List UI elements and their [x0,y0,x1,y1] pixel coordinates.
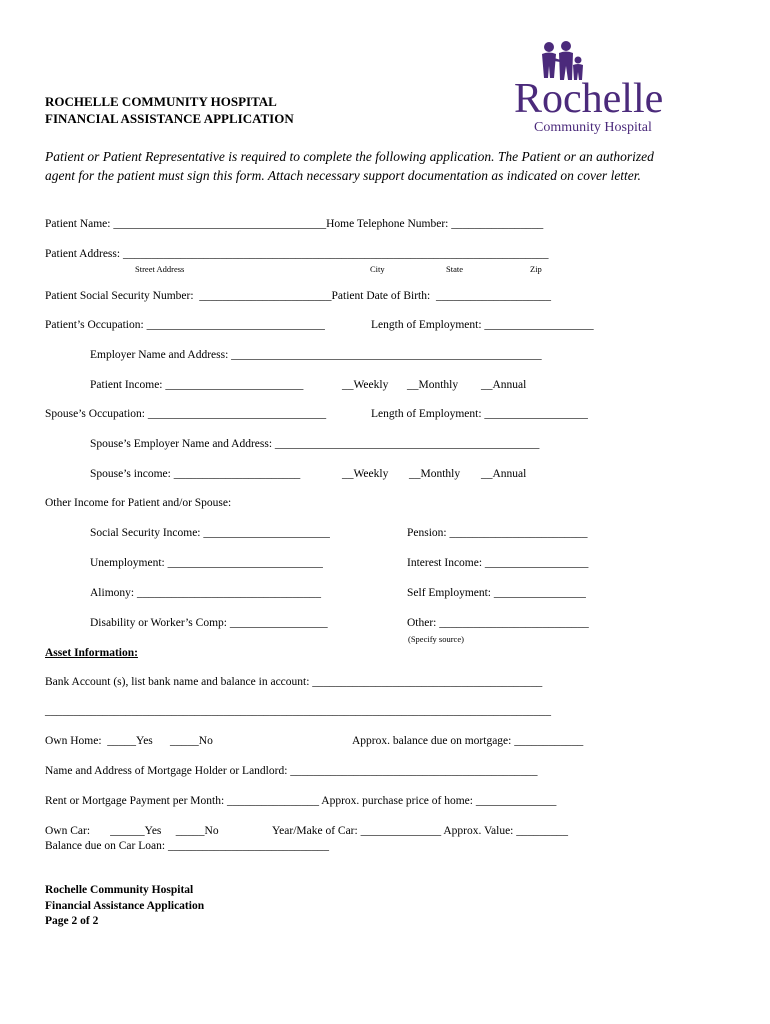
patient-income-weekly[interactable]: __Weekly [342,379,389,391]
self-employment-field[interactable]: Self Employment: ________________ [407,587,586,599]
occupation-field[interactable]: Patient’s Occupation: _______________________________ [45,319,325,331]
footer-line1: Rochelle Community Hospital [45,884,194,896]
car-make-value-field[interactable]: Year/Make of Car: ______________ Approx. Value: _________ [272,825,568,837]
social-security-income-field[interactable]: Social Security Income: ______________________ [90,527,330,539]
patient-income-monthly[interactable]: __Monthly [407,379,459,391]
logo-name: Rochelle [514,76,664,122]
specify-source-label: (Specify source) [408,634,464,644]
spouse-employment-length-field[interactable]: Length of Employment: __________________ [371,408,588,420]
footer-line2: Financial Assistance Application [45,900,205,912]
asset-information-heading: Asset Information: [45,647,138,659]
unemployment-field[interactable]: Unemployment: ___________________________ [90,557,323,569]
alimony-field[interactable]: Alimony: ________________________________ [90,587,321,599]
mortgage-balance-field[interactable]: Approx. balance due on mortgage: ____________ [352,735,584,747]
city-label: City [370,264,385,274]
patient-income-annual[interactable]: __Annual [481,379,527,391]
intro-instructions: Patient or Patient Representative is required to complete the following application. The Patient or an authorized agent for the patient must sign this form. Attach necessary support documentation as indicated on cover letter. [45,149,654,183]
pension-field[interactable]: Pension: ________________________ [407,527,588,539]
patient-income-field[interactable]: Patient Income: ________________________ [90,379,304,391]
zip-label: Zip [530,264,542,274]
spouse-employer-field[interactable]: Spouse’s Employer Name and Address: ______________________________________________ [90,438,540,450]
form-title-line1: ROCHELLE COMMUNITY HOSPITAL [45,94,277,109]
hospital-logo [514,38,674,138]
family-figures-icon [542,41,583,80]
rent-payment-field[interactable]: Rent or Mortgage Payment per Month: ________________ Approx. purchase price of home: ______________ [45,795,557,807]
footer-page-number: Page 2 of 2 [45,915,99,927]
bank-account-line2[interactable]: ________________________________________________________________________________________ [45,705,551,717]
employer-field[interactable]: Employer Name and Address: ______________________________________________________ [90,349,542,361]
spouse-income-field[interactable]: Spouse’s income: ______________________ [90,468,301,480]
other-income-heading: Other Income for Patient and/or Spouse: [45,497,232,509]
spouse-income-weekly[interactable]: __Weekly [342,468,389,480]
patient-address-field[interactable]: Patient Address: __________________________________________________________________________ [45,248,549,260]
ssn-dob-field[interactable]: Patient Social Security Number: _______________________Patient Date of Birth: ____________________ [45,290,551,302]
street-address-label: Street Address [135,264,185,274]
bank-account-field[interactable]: Bank Account (s), list bank name and balance in account: ________________________________________ [45,676,543,688]
interest-income-field[interactable]: Interest Income: __________________ [407,557,589,569]
other-income-field[interactable]: Other: __________________________ [407,617,589,629]
car-loan-field[interactable]: Balance due on Car Loan: ____________________________ [45,840,329,852]
logo-subtitle: Community Hospital [534,120,652,135]
spouse-income-monthly[interactable]: __Monthly [409,468,461,480]
state-label: State [446,264,463,274]
spouse-occupation-field[interactable]: Spouse’s Occupation: _______________________________ [45,408,327,420]
employment-length-field[interactable]: Length of Employment: ___________________ [371,319,594,331]
mortgage-holder-field[interactable]: Name and Address of Mortgage Holder or Landlord: ___________________________________________ [45,765,538,777]
spouse-income-annual[interactable]: __Annual [481,468,527,480]
patient-name-field[interactable]: Patient Name: _____________________________________Home Telephone Number: ________________ [45,218,544,230]
disability-field[interactable]: Disability or Worker’s Comp: _________________ [90,617,328,629]
own-home-field[interactable]: Own Home: _____Yes _____No [45,735,213,747]
form-title-line2: FINANCIAL ASSISTANCE APPLICATION [45,111,294,126]
own-car-field[interactable]: Own Car: ______Yes _____No [45,825,219,837]
